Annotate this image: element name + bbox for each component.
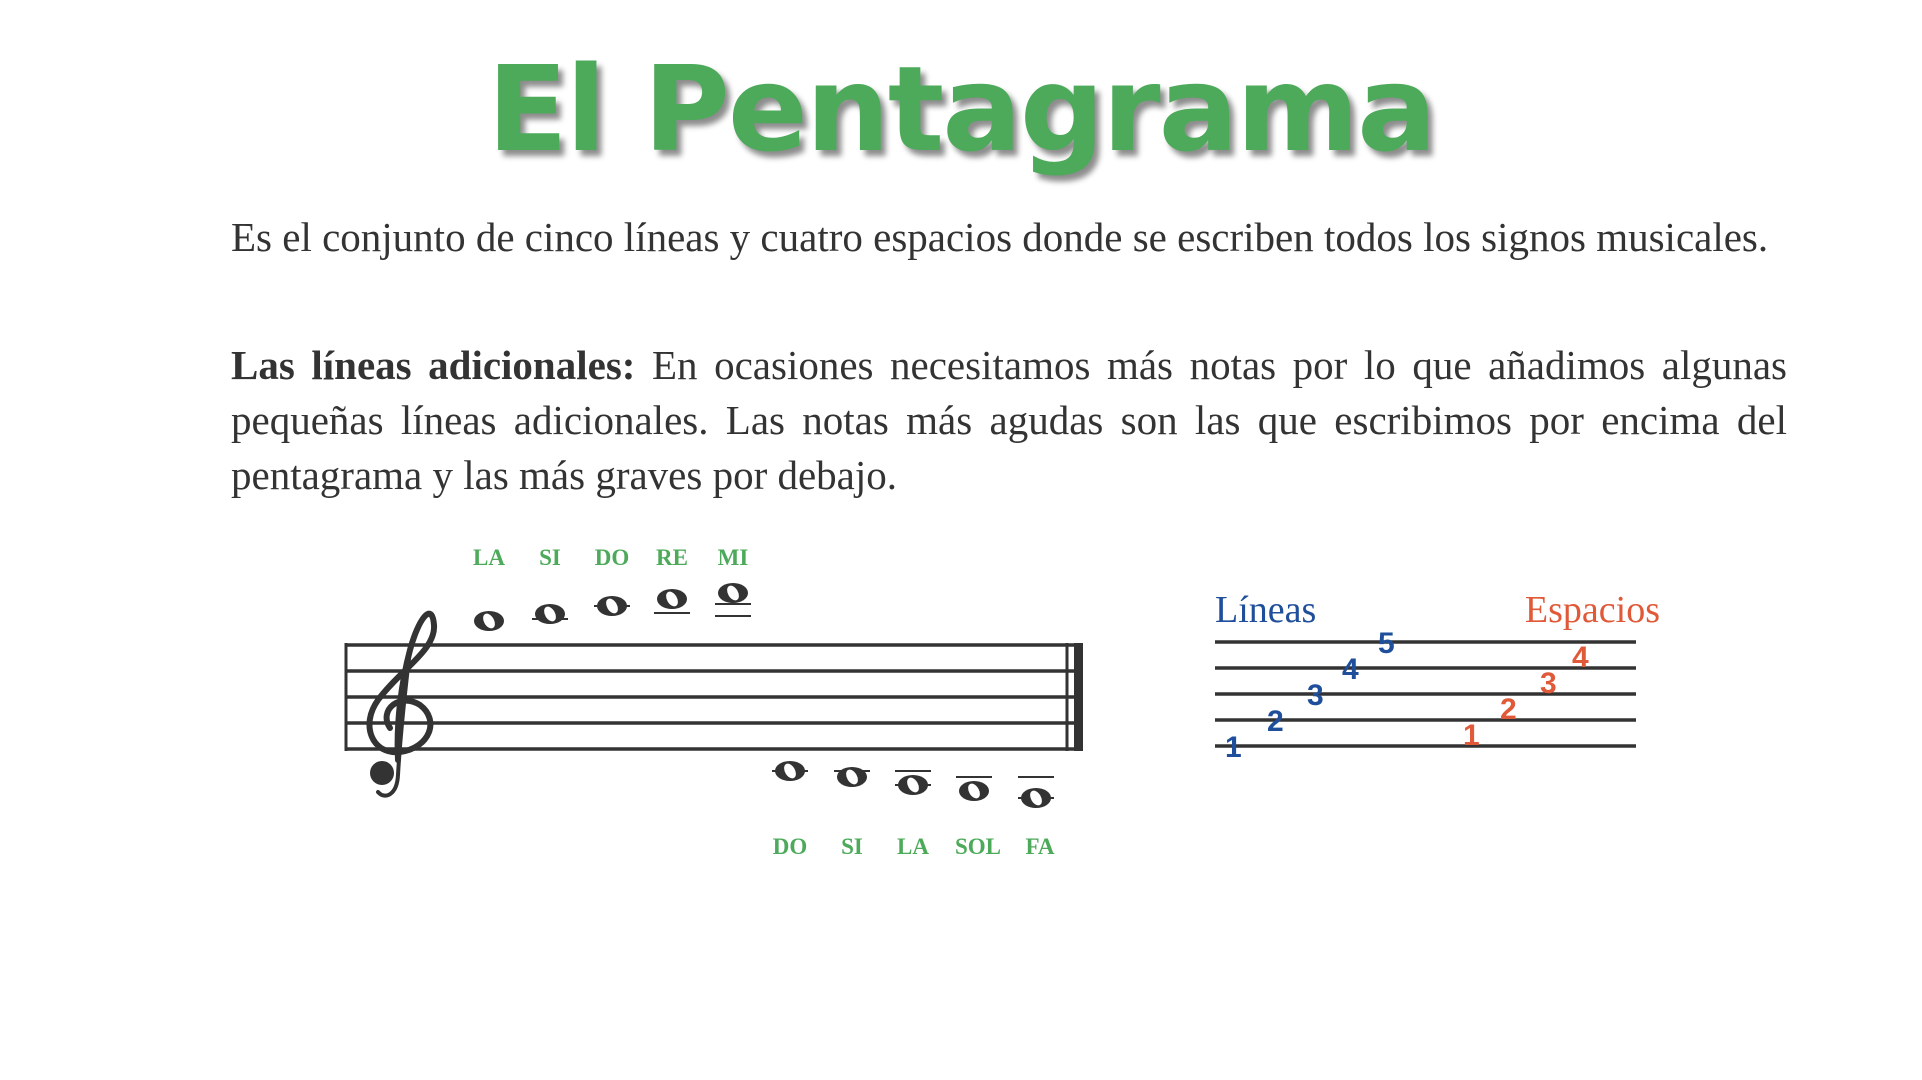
- upper-note-name: LA: [473, 545, 505, 570]
- note-re-upper: [654, 589, 690, 613]
- line-number: 4: [1342, 653, 1359, 686]
- note-sol-lower: [956, 777, 992, 801]
- lower-note-name: DO: [772, 834, 808, 859]
- note-la-upper: [474, 611, 504, 631]
- lower-note-name: SOL: [954, 834, 1002, 859]
- clef-dot: [370, 761, 394, 785]
- final-barline: [1074, 643, 1083, 751]
- note-fa-lower: [1018, 777, 1054, 808]
- spaces-label: Espacios: [1524, 589, 1660, 631]
- lower-note-name: SI: [841, 834, 863, 859]
- space-number: 1: [1463, 719, 1480, 752]
- note-do-lower: [772, 761, 808, 781]
- note-do-upper: [594, 596, 630, 616]
- page-title: El Pentagrama: [487, 40, 1435, 178]
- lower-note-name: LA: [897, 834, 929, 859]
- note-la-lower: [895, 771, 931, 795]
- note-si-lower: [834, 767, 870, 787]
- line-number: 5: [1378, 627, 1395, 660]
- note-mi-upper: [715, 583, 751, 616]
- intro-paragraph: Es el conjunto de cinco líneas y cuatro espacios donde se escriben todos los signos musicales.: [231, 214, 1769, 260]
- line-number: 2: [1267, 705, 1284, 738]
- lower-note-name: FA: [1025, 834, 1055, 859]
- upper-note-name: DO: [594, 545, 630, 570]
- upper-note-name: SI: [539, 545, 561, 570]
- main-staff: [345, 643, 1082, 751]
- ledger-lines-heading: Las líneas adicionales:: [231, 342, 636, 388]
- lines-label: Líneas: [1215, 589, 1317, 631]
- line-number: 3: [1307, 679, 1324, 712]
- ledger-lines-text: En ocasiones necesitamos más notas por lo que añadimos algunas pequeñas líneas adicionales. Las notas más agudas son las que escribimos por encima del pentagrama y las más graves por debajo.: [231, 342, 1787, 498]
- lower-notes: [772, 761, 1054, 808]
- space-number: 4: [1572, 641, 1589, 674]
- upper-note-name: MI: [717, 545, 749, 570]
- space-number: 3: [1540, 667, 1557, 700]
- upper-notes: [474, 583, 751, 631]
- space-number: 2: [1500, 693, 1517, 726]
- upper-note-name: RE: [656, 545, 688, 570]
- note-si-upper: [532, 604, 568, 624]
- line-number: 1: [1225, 731, 1242, 764]
